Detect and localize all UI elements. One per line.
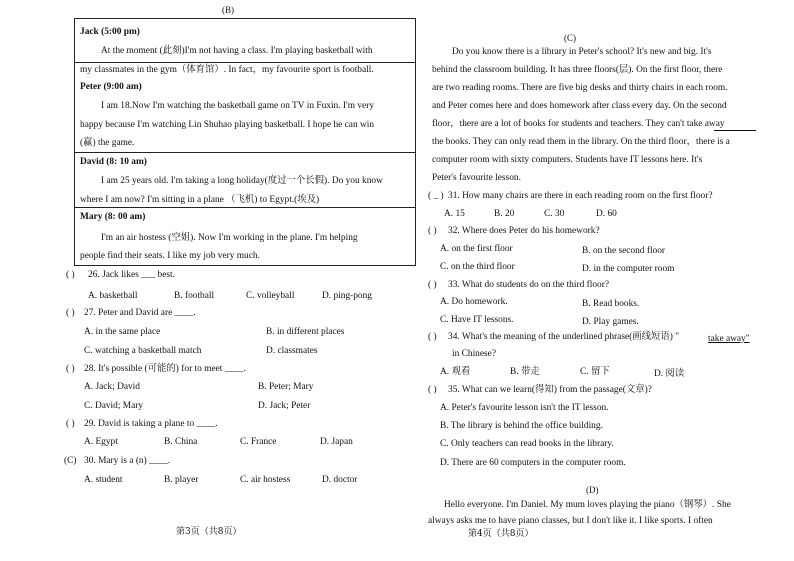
option[interactable]: C. Only teachers can read books in the library. <box>440 439 614 449</box>
option[interactable]: D. in the computer room <box>582 264 675 274</box>
option[interactable]: C. 留下 <box>580 367 610 377</box>
option[interactable]: B. on the second floor <box>582 246 666 256</box>
passage-c-line: the books. They can only read them in the library. On the third floor，there is a <box>432 137 730 147</box>
option[interactable]: B. Read books. <box>582 299 640 309</box>
option[interactable]: C. Have IT lessons. <box>440 315 514 325</box>
option[interactable]: C. on the third floor <box>440 262 515 272</box>
question-stem: 35. What can we learn(得知) from the passage(文章)? <box>448 385 652 395</box>
option[interactable]: A. on the first floor <box>440 244 513 254</box>
answer-bracket[interactable]: ( ) <box>66 308 75 318</box>
answer-bracket[interactable]: ( ) <box>428 385 437 395</box>
question-stem: 30. Mary is a (n) ____. <box>84 456 171 466</box>
answer-bracket[interactable]: ( ) <box>428 332 437 342</box>
option[interactable]: D. Japan <box>320 437 353 447</box>
question-stem-line2: in Chinese? <box>452 349 497 359</box>
option[interactable]: D. ping-pong <box>322 291 372 301</box>
option[interactable]: D. classmates <box>266 346 318 356</box>
question-stem: 32. Where does Peter do his homework? <box>448 226 600 236</box>
block-header-mary: Mary (8: 00 am) <box>80 212 146 222</box>
david-line-1: I am 25 years old. I'm taking a long holiday(度过一个长假). Do you know <box>101 176 383 186</box>
option[interactable]: C. France <box>240 437 277 447</box>
david-line-2: where I am now? I'm sitting in a plane （飞机) to Egypt.(埃及) <box>80 195 320 205</box>
question-stem: 28. It's possible (可能的) for to meet ____. <box>84 364 246 374</box>
option[interactable]: D. Play games. <box>582 317 639 327</box>
option[interactable]: C. 30 <box>544 209 565 219</box>
answer-bracket[interactable]: ( ) <box>66 419 75 429</box>
passage-c-line: Do you know there is a library in Peter's school? It's new and big. It's <box>452 47 712 57</box>
question-stem: 26. Jack likes ___ best. <box>88 270 175 280</box>
option[interactable]: A. Jack; David <box>84 382 140 392</box>
option[interactable]: B. in different places <box>266 327 345 337</box>
peter-line-1: I am 18.Now I'm watching the basketball game on TV in Fuxin. I'm very <box>101 101 375 111</box>
option[interactable]: B. The library is behind the office building. <box>440 421 603 431</box>
option[interactable]: D. doctor <box>322 475 358 485</box>
page-footer: 第3页（共8页） <box>176 527 242 537</box>
page-footer: 第4页（共8页） <box>468 529 534 539</box>
divider <box>74 62 416 63</box>
divider <box>74 207 416 208</box>
option[interactable]: B. player <box>164 475 199 485</box>
question-stem: 33. What do students do on the third floor? <box>448 280 609 290</box>
jack-line-1: At the moment (此刻)I'm not having a class. I'm playing basketball with <box>101 46 373 56</box>
option[interactable]: A. basketball <box>88 291 138 301</box>
jack-line-2: my classmates in the gym（体育馆）. In fact，my favourite sport is football. <box>80 65 374 75</box>
question-stem: 31. How many chairs are there in each reading room on the first floor? <box>448 191 713 201</box>
passage-c-line: floor，there are a lot of books for students and teachers. They can't take away <box>432 119 725 129</box>
option[interactable]: A. Egypt <box>84 437 118 447</box>
passage-d-line: Hello everyone. I'm Daniel. My mum loves playing the piano（钢琴）. She <box>444 500 731 510</box>
option[interactable]: B. Peter; Mary <box>258 382 314 392</box>
passage-c-line: are two reading rooms. There are five big desks and thirty chairs in each room. <box>432 83 728 93</box>
divider <box>74 152 416 153</box>
option[interactable]: D. Jack; Peter <box>258 401 311 411</box>
underline-mark <box>714 130 756 131</box>
passage-c-line: Peter's favourite lesson. <box>432 173 521 183</box>
question-stem: 34. What's the meaning of the underlined phrase(画线短语) " <box>448 332 680 342</box>
section-b-label: (B) <box>222 5 234 15</box>
answer-bracket[interactable]: ( ) <box>66 364 75 374</box>
option[interactable]: C. volleyball <box>246 291 295 301</box>
peter-line-2: happy because I'm watching Lin Shuhao playing basketball. I hope he can win <box>80 120 375 130</box>
option[interactable]: B. China <box>164 437 198 447</box>
block-header-jack: Jack (5:00 pm) <box>80 27 140 37</box>
option[interactable]: B. football <box>174 291 215 301</box>
option[interactable]: B. 20 <box>494 209 515 219</box>
passage-c-line: behind the classroom building. It has three floors(层). On the first floor, there <box>432 65 723 75</box>
mary-line-2: people find their seats. I like my job very much. <box>80 251 260 261</box>
passage-c-line: and Peter comes here and does homework after class every day. On the second <box>432 101 727 111</box>
underlined-phrase: take away" <box>708 334 750 344</box>
answer-bracket[interactable]: ( ) <box>428 280 437 290</box>
option[interactable]: D. 阅读 <box>654 369 685 379</box>
option[interactable]: A. Peter's favourite lesson isn't the IT lesson. <box>440 403 609 413</box>
option[interactable]: D. There are 60 computers in the computer room. <box>440 458 626 468</box>
option[interactable]: A. in the same place <box>84 327 161 337</box>
page-4 <box>420 0 794 561</box>
passage-c-line: computer room with sixty computers. Students have IT lessons here. It's <box>432 155 703 165</box>
option[interactable]: D. 60 <box>596 209 617 219</box>
section-c-label: (C) <box>564 33 576 43</box>
answer-bracket[interactable]: (C) <box>64 456 77 466</box>
question-stem: 27. Peter and David are ____. <box>84 308 196 318</box>
option[interactable]: A. Do homework. <box>440 297 508 307</box>
answer-bracket[interactable]: ( _ ) <box>428 191 444 201</box>
option[interactable]: A. 观看 <box>440 367 471 377</box>
option[interactable]: C. air hostess <box>240 475 291 485</box>
option[interactable]: C. David; Mary <box>84 401 144 411</box>
answer-bracket[interactable]: ( ) <box>428 226 437 236</box>
option[interactable]: B. 带走 <box>510 367 540 377</box>
passage-d-line: always asks me to have piano classes, but I don't like it. I like sports. I often <box>428 516 713 526</box>
option[interactable]: C. watching a basketball match <box>84 346 202 356</box>
question-stem: 29. David is taking a plane to ____. <box>84 419 218 429</box>
option[interactable]: A. 15 <box>444 209 465 219</box>
section-d-label: (D) <box>586 485 599 495</box>
mary-line-1: I'm an air hostess (空姐). Now I'm working in the plane. I'm helping <box>101 233 358 243</box>
option[interactable]: A. student <box>84 475 123 485</box>
peter-line-3: (赢) the game. <box>80 138 135 148</box>
answer-bracket[interactable]: ( ) <box>66 270 75 280</box>
block-header-david: David (8: 10 am) <box>80 157 147 167</box>
block-header-peter: Peter (9:00 am) <box>80 82 142 92</box>
